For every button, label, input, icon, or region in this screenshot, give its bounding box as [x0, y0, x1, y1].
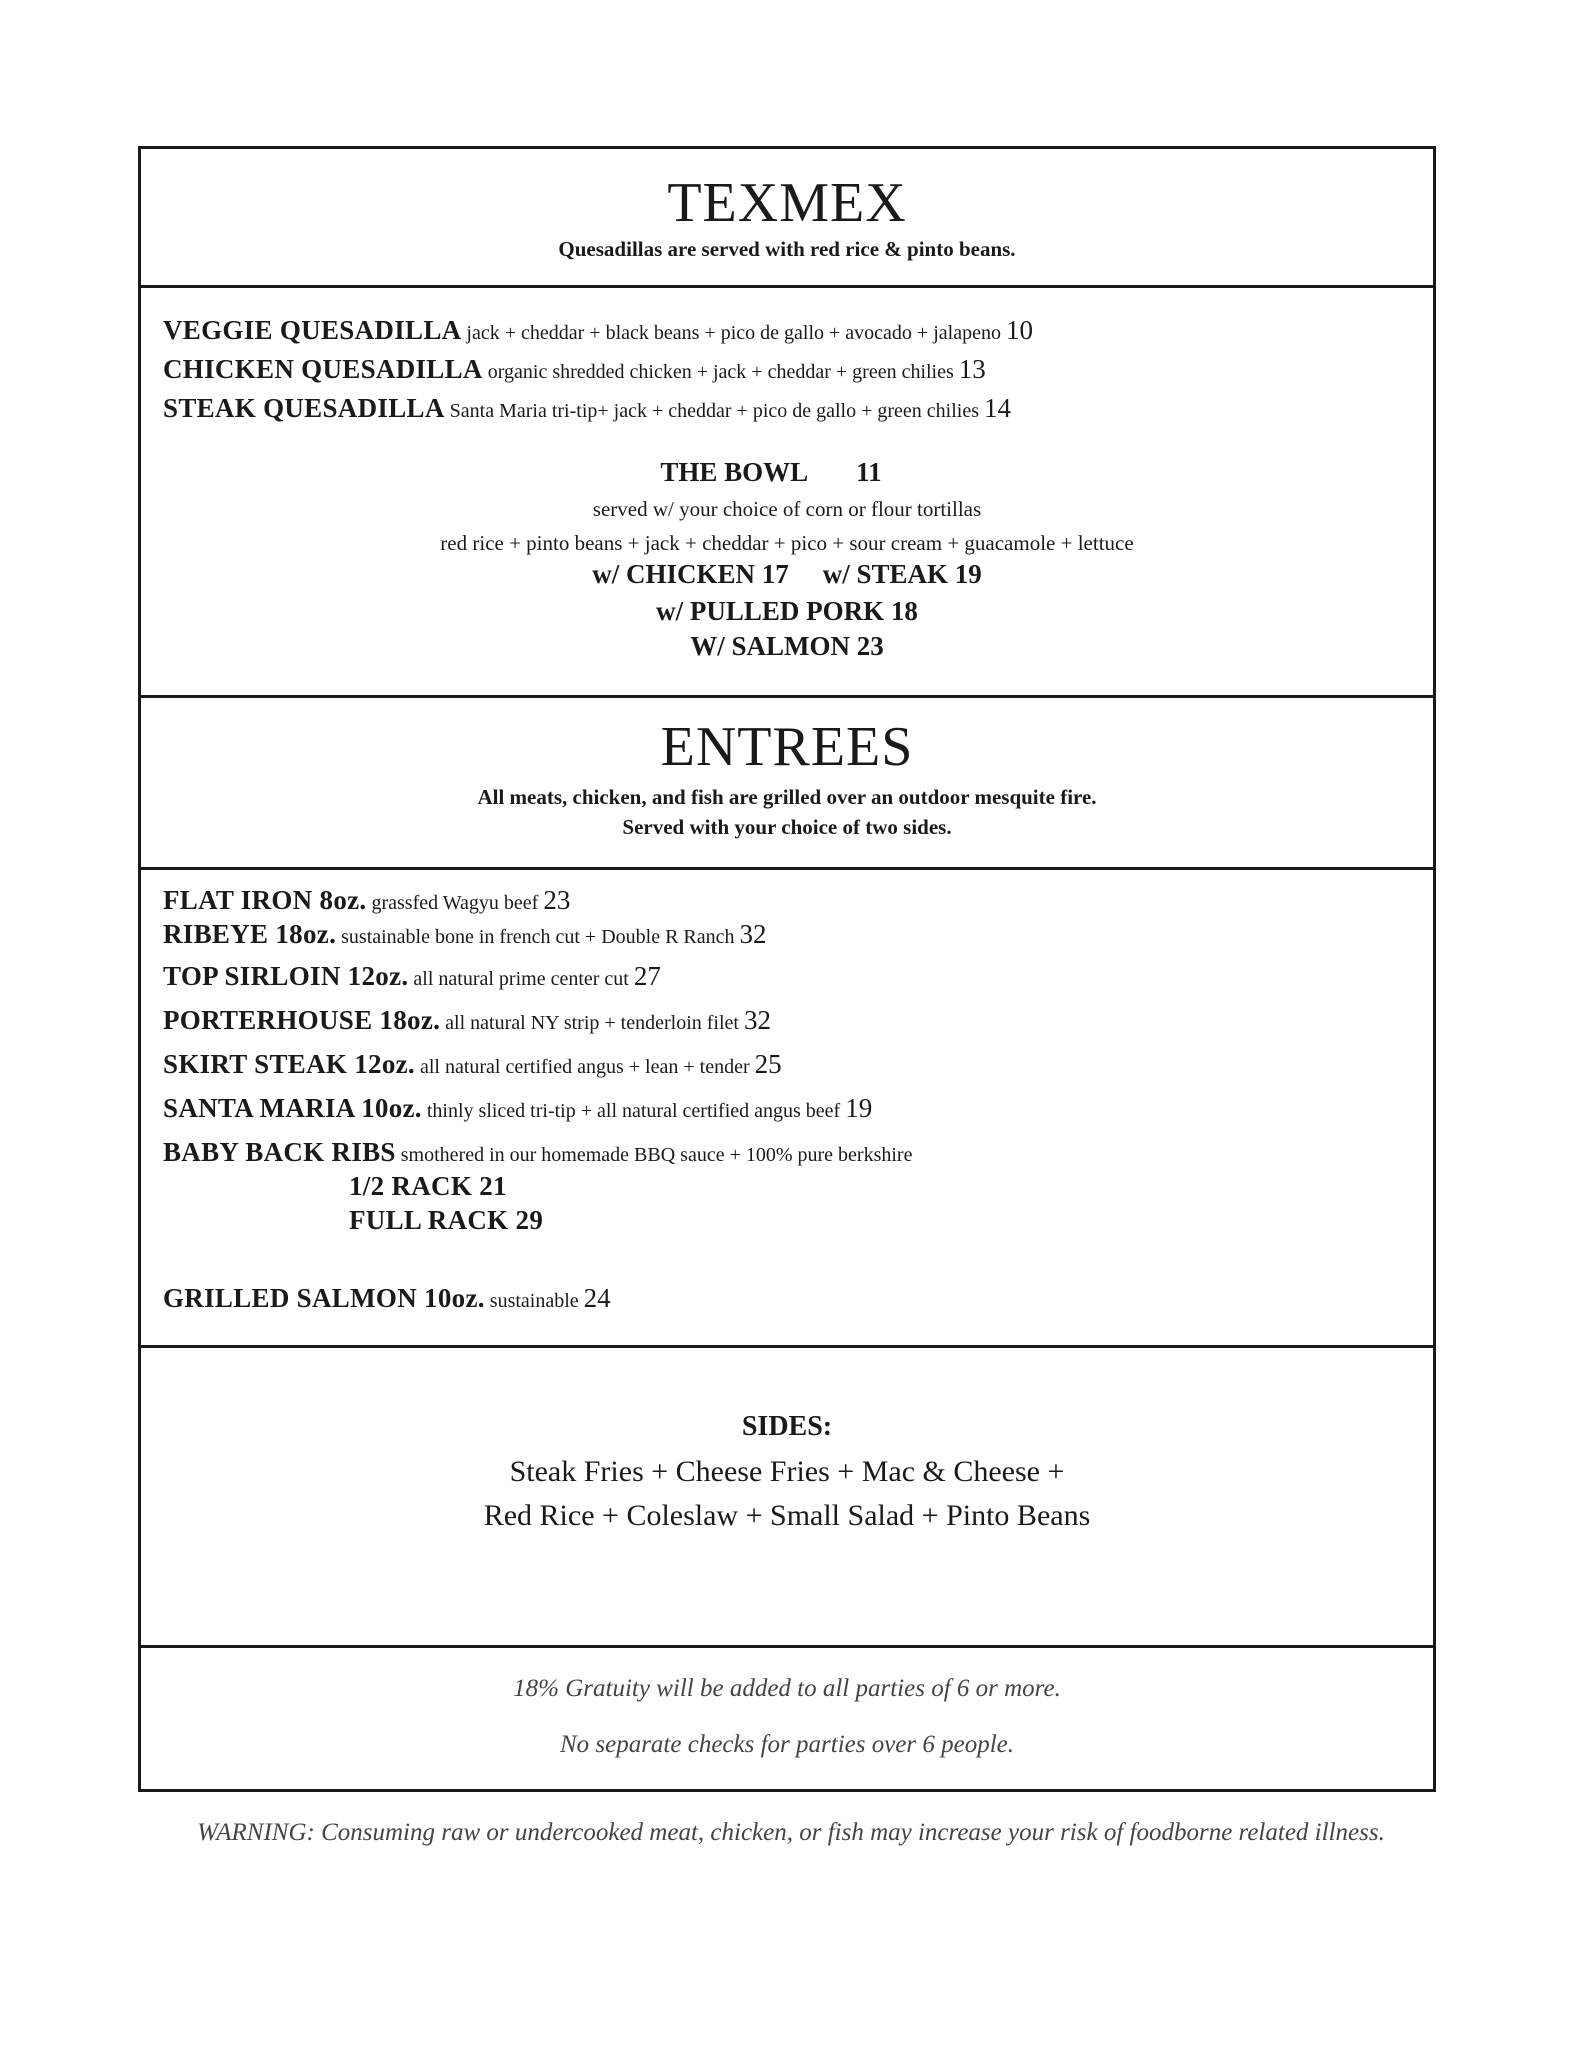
texmex-subtitle: Quesadillas are served with red rice & pinto beans.	[558, 237, 1016, 261]
bowl-addon-pork: w/ PULLED PORK 18	[656, 596, 918, 626]
item-name: CHICKEN QUESADILLA	[163, 354, 483, 384]
item-desc: smothered in our homemade BBQ sauce + 100% pure berkshire	[400, 1144, 913, 1166]
item-desc: organic shredded chicken + jack + cheddar + green chilies	[487, 361, 954, 383]
item-name: GRILLED SALMON 10oz.	[163, 1283, 485, 1313]
bowl-desc-1: served w/ your choice of corn or flour tortillas	[592, 497, 982, 521]
item-name: VEGGIE QUESADILLA	[163, 315, 462, 345]
item-name: FLAT IRON 8oz.	[163, 885, 367, 915]
entrees-subtitle-1: All meats, chicken, and fish are grilled over an outdoor mesquite fire.	[477, 785, 1097, 809]
bowl-addon-steak: w/ STEAK 19	[822, 559, 982, 589]
item-desc: grassfed Wagyu beef	[371, 892, 539, 914]
bowl-name: THE BOWL	[660, 457, 809, 487]
menu-item	[163, 1093, 872, 1124]
menu-item	[163, 1137, 912, 1168]
item-price: 25	[754, 1049, 782, 1079]
texmex-title: TEXMEX	[667, 172, 907, 234]
menu-item	[163, 1005, 771, 1036]
item-name: SANTA MARIA 10oz.	[163, 1093, 422, 1123]
item-name: STEAK QUESADILLA	[163, 393, 445, 423]
item-desc: jack + cheddar + black beans + pico de gallo + avocado + jalapeno	[466, 322, 1001, 344]
sides-title: SIDES:	[741, 1411, 833, 1442]
item-price: 10	[1005, 315, 1033, 345]
item-price: 14	[984, 393, 1012, 423]
item-price: 19	[845, 1093, 873, 1123]
menu-item	[163, 393, 1011, 424]
item-price: 32	[739, 919, 767, 949]
item-desc: sustainable	[489, 1290, 579, 1312]
menu-frame	[138, 146, 1436, 1792]
divider	[141, 867, 1433, 870]
item-price: 24	[583, 1283, 611, 1313]
divider	[141, 1345, 1433, 1348]
item-price: 23	[543, 885, 571, 915]
item-price: 32	[743, 1005, 771, 1035]
item-desc: all natural certified angus + lean + tender	[419, 1056, 750, 1078]
item-desc: all natural NY strip + tenderloin filet	[445, 1012, 739, 1034]
menu-item	[163, 315, 1033, 346]
item-price: 27	[633, 961, 661, 991]
item-name: SKIRT STEAK 12oz.	[163, 1049, 415, 1079]
item-desc: thinly sliced tri-tip + all natural certified angus beef	[426, 1100, 841, 1122]
menu-item	[163, 1049, 782, 1080]
bowl-desc-2: red rice + pinto beans + jack + cheddar + pico + sour cream + guacamole + lettuce	[440, 531, 1134, 555]
menu-item	[163, 919, 767, 950]
entrees-title: ENTREES	[660, 716, 914, 778]
item-price: 13	[958, 354, 986, 384]
food-safety-warning: WARNING: Consuming raw or undercooked meat, chicken, or fish may increase your risk of foodborne related illness.	[197, 1819, 1385, 1846]
bowl-heading	[125, 457, 1417, 488]
divider	[141, 1645, 1433, 1648]
sides-line-1: Steak Fries + Cheese Fries + Mac & Cheese +	[509, 1455, 1065, 1488]
divider	[141, 285, 1433, 288]
menu-item	[163, 961, 661, 992]
bowl-addon-chicken: w/ CHICKEN 17	[592, 559, 789, 589]
bowl-addon-salmon: W/ SALMON 23	[690, 631, 884, 661]
item-name: BABY BACK RIBS	[163, 1137, 396, 1167]
menu-item	[163, 354, 986, 385]
item-name: RIBEYE 18oz.	[163, 919, 337, 949]
item-name: TOP SIRLOIN 12oz.	[163, 961, 409, 991]
sides-line-2: Red Rice + Coleslaw + Small Salad + Pinto Beans	[483, 1499, 1091, 1532]
item-desc: all natural prime center cut	[413, 968, 629, 990]
item-name: PORTERHOUSE 18oz.	[163, 1005, 441, 1035]
bowl-price: 11	[856, 457, 882, 487]
gratuity-note: 18% Gratuity will be added to all parties of 6 or more.	[513, 1675, 1061, 1702]
ribs-half-rack: 1/2 RACK 21	[349, 1171, 507, 1201]
divider	[141, 695, 1433, 698]
bowl-addons-row	[141, 559, 1433, 590]
entrees-subtitle-2: Served with your choice of two sides.	[622, 815, 952, 839]
item-desc: sustainable bone in french cut + Double R Ranch	[341, 926, 735, 948]
menu-item	[163, 1283, 611, 1314]
separate-checks-note: No separate checks for parties over 6 people.	[559, 1731, 1015, 1758]
item-desc: Santa Maria tri-tip+ jack + cheddar + pico de gallo + green chilies	[449, 400, 980, 422]
ribs-full-rack: FULL RACK 29	[349, 1205, 544, 1235]
menu-item	[163, 885, 570, 916]
